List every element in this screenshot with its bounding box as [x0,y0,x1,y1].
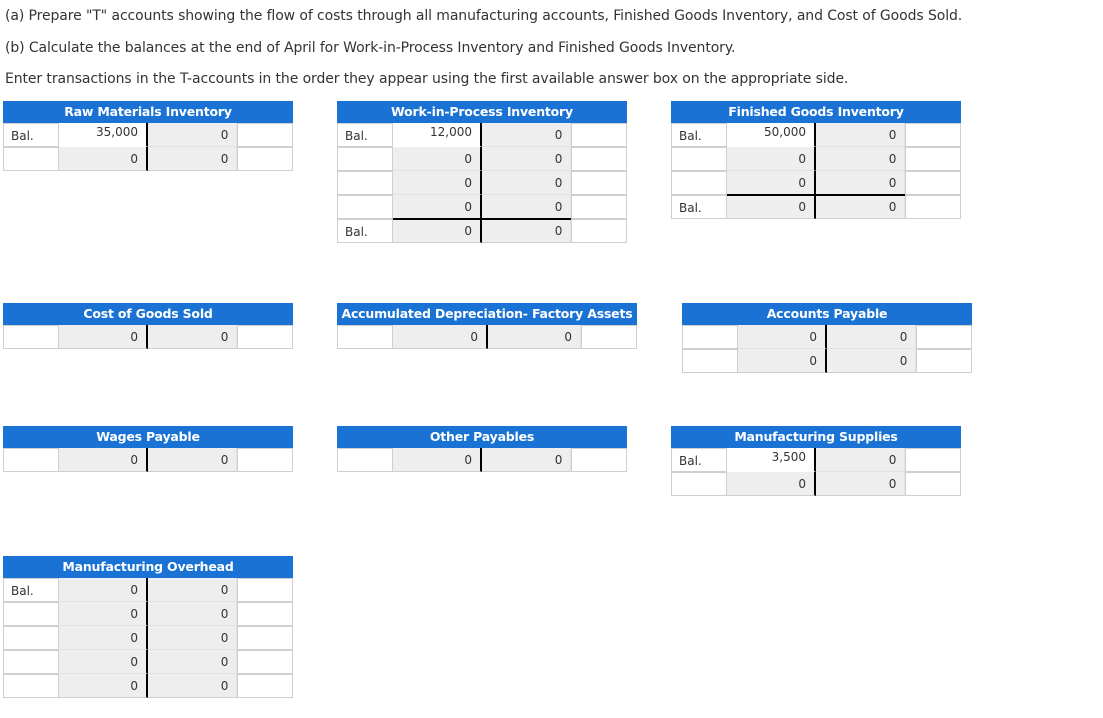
t-account-balance-row [337,219,627,243]
t-account-accumulated-depreciation [337,303,637,349]
t-account-work-in-process-inventory [337,101,627,243]
credit-input[interactable]: 0 [488,325,581,349]
credit-input[interactable]: 0 [148,602,237,626]
debit-input[interactable]: 0 [59,578,148,602]
row-label-input[interactable] [3,650,59,674]
instruction-part-a: (a) Prepare "T" accounts showing the flow of costs through all manufacturing accounts, Finished Goods Inventory, and Cost of Goods Sold. [5,8,963,24]
row-label-input[interactable] [3,448,59,472]
credit-input[interactable]: 0 [816,448,905,472]
t-account-title: Wages Payable [3,426,293,448]
t-account-manufacturing-supplies [671,426,961,496]
t-account-row [3,578,293,602]
row-label-input[interactable] [3,626,59,650]
t-account-row [3,602,293,626]
row-label-input[interactable] [337,171,393,195]
t-account-row [3,123,293,147]
debit-balance-input[interactable]: 0 [393,219,482,243]
right-label-input[interactable] [905,472,961,496]
t-account-row [3,650,293,674]
row-label-input[interactable] [3,147,59,171]
right-label-input[interactable] [571,195,627,219]
t-account-title: Other Payables [337,426,627,448]
t-account-row [3,325,293,349]
credit-input[interactable]: 0 [482,147,571,171]
t-account-row [337,195,627,219]
credit-input[interactable]: 0 [148,650,237,674]
t-account-title: Cost of Goods Sold [3,303,293,325]
right-label-input[interactable] [237,147,293,171]
right-label-input[interactable] [916,325,972,349]
debit-input[interactable]: 0 [59,674,148,698]
debit-input[interactable]: 0 [59,448,148,472]
t-account-title: Raw Materials Inventory [3,101,293,123]
t-account-row [671,472,961,496]
row-label: Bal. [671,448,727,472]
right-label-input[interactable] [237,650,293,674]
right-label-input[interactable] [905,123,961,147]
t-account-row [337,171,627,195]
credit-input[interactable]: 0 [482,195,571,219]
credit-input[interactable]: 0 [816,472,905,496]
instruction-entry-order: Enter transactions in the T-accounts in the order they appear using the first available answer box on the appropriate side. [5,71,849,87]
instruction-part-b: (b) Calculate the balances at the end of April for Work-in-Process Inventory and Finished Goods Inventory. [5,40,736,56]
row-label-input[interactable] [3,325,59,349]
t-account-raw-materials-inventory [3,101,293,171]
debit-input[interactable]: 0 [393,325,488,349]
t-account-wages-payable [3,426,293,472]
debit-input[interactable]: 0 [727,472,816,496]
row-label: Bal. [3,123,59,147]
t-account-title: Work-in-Process Inventory [337,101,627,123]
row-label: Bal. [337,219,393,243]
credit-input[interactable]: 0 [827,325,916,349]
t-account-row [337,448,627,472]
t-account-row [682,349,972,373]
right-label-input[interactable] [237,602,293,626]
debit-input[interactable]: 0 [393,448,482,472]
t-account-title: Finished Goods Inventory [671,101,961,123]
t-account-row [337,123,627,147]
right-label-input[interactable] [905,195,961,219]
row-label-input[interactable] [337,325,393,349]
row-label-input[interactable] [337,448,393,472]
right-label-input[interactable] [905,448,961,472]
right-label-input[interactable] [571,171,627,195]
row-label-input[interactable] [671,171,727,195]
right-label-input[interactable] [581,325,637,349]
t-account-accounts-payable [682,303,972,373]
t-account-row [337,147,627,171]
debit-input[interactable]: 0 [738,349,827,373]
credit-input[interactable]: 0 [827,349,916,373]
debit-input[interactable]: 0 [393,147,482,171]
credit-balance-input[interactable]: 0 [482,219,571,243]
credit-input[interactable]: 0 [148,123,237,147]
right-label-input[interactable] [571,219,627,243]
t-account-row [3,448,293,472]
t-account-row [3,626,293,650]
credit-input[interactable]: 0 [148,147,237,171]
t-account-row [682,325,972,349]
t-account-title: Manufacturing Overhead [3,556,293,578]
right-label-input[interactable] [237,325,293,349]
credit-input[interactable]: 0 [482,448,571,472]
row-label-input[interactable] [682,325,738,349]
debit-input[interactable]: 0 [59,650,148,674]
debit-balance-input[interactable]: 0 [727,195,816,219]
right-label-input[interactable] [905,171,961,195]
right-label-input[interactable] [237,626,293,650]
t-account-row [671,123,961,147]
t-account-balance-row [671,195,961,219]
row-label: Bal. [337,123,393,147]
debit-input[interactable]: 0 [59,325,148,349]
t-account-row [3,674,293,698]
right-label-input[interactable] [916,349,972,373]
debit-input[interactable]: 0 [59,147,148,171]
debit-input[interactable]: 0 [59,602,148,626]
debit-amount: 35,000 [59,123,148,147]
t-account-title: Accumulated Depreciation- Factory Assets [337,303,637,325]
t-account-cost-of-goods-sold [3,303,293,349]
t-account-row [337,325,637,349]
right-label-input[interactable] [905,147,961,171]
right-label-input[interactable] [237,674,293,698]
row-label-input[interactable] [337,147,393,171]
credit-input[interactable]: 0 [816,147,905,171]
right-label-input[interactable] [571,123,627,147]
t-account-other-payables [337,426,627,472]
credit-input[interactable]: 0 [816,171,905,195]
credit-input[interactable]: 0 [148,448,237,472]
t-account-title: Accounts Payable [682,303,972,325]
credit-input[interactable]: 0 [148,578,237,602]
debit-input[interactable]: 0 [59,626,148,650]
row-label: Bal. [3,578,59,602]
debit-input[interactable]: 0 [738,325,827,349]
right-label-input[interactable] [237,578,293,602]
right-label-input[interactable] [237,123,293,147]
debit-input[interactable]: 0 [393,195,482,219]
credit-input[interactable]: 0 [816,123,905,147]
right-label-input[interactable] [571,448,627,472]
row-label-input[interactable] [3,602,59,626]
credit-input[interactable]: 0 [482,123,571,147]
debit-amount: 12,000 [393,123,482,147]
t-account-title: Manufacturing Supplies [671,426,961,448]
debit-amount: 50,000 [727,123,816,147]
credit-input[interactable]: 0 [148,325,237,349]
row-label-input[interactable] [3,674,59,698]
t-account-finished-goods-inventory [671,101,961,219]
t-account-row [671,448,961,472]
debit-input[interactable]: 0 [727,147,816,171]
row-label-input[interactable] [682,349,738,373]
credit-balance-input[interactable]: 0 [816,195,905,219]
credit-input[interactable]: 0 [482,171,571,195]
t-account-row [671,147,961,171]
t-account-manufacturing-overhead [3,556,293,698]
row-label: Bal. [671,195,727,219]
row-label-input[interactable] [671,472,727,496]
row-label: Bal. [671,123,727,147]
debit-input[interactable]: 0 [393,171,482,195]
credit-input[interactable]: 0 [148,626,237,650]
debit-input[interactable]: 0 [727,171,816,195]
right-label-input[interactable] [237,448,293,472]
row-label-input[interactable] [337,195,393,219]
row-label-input[interactable] [671,147,727,171]
debit-amount: 3,500 [727,448,816,472]
t-account-row [671,171,961,195]
right-label-input[interactable] [571,147,627,171]
credit-input[interactable]: 0 [148,674,237,698]
t-account-row [3,147,293,171]
